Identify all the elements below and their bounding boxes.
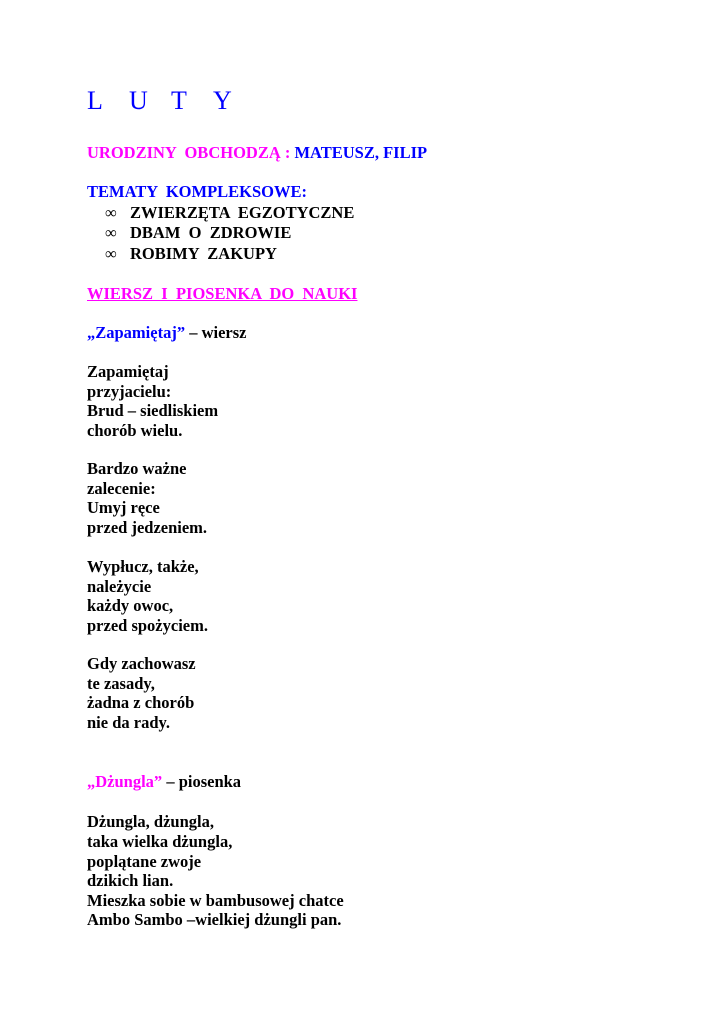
- song-title-line: [87, 772, 241, 792]
- poem-line: Zapamiętaj: [87, 362, 169, 381]
- infinity-bullet-icon: ∞: [105, 203, 117, 222]
- song-title: „Dżungla”: [87, 772, 163, 791]
- birthdays-line: [87, 143, 427, 163]
- poem-title-line: [87, 323, 246, 343]
- topic-label: ZWIERZĘTA EGZOTYCZNE: [130, 203, 355, 222]
- poem-line: Bardzo ważne: [87, 459, 187, 478]
- poem-line: te zasady,: [87, 674, 155, 693]
- poem-line: przyjacielu:: [87, 382, 172, 401]
- poem-line: chorób wielu.: [87, 421, 183, 440]
- poem-line: zalecenie:: [87, 479, 156, 498]
- song-kind: – piosenka: [162, 772, 242, 791]
- infinity-bullet-icon: ∞: [105, 223, 117, 242]
- title-letter: Y: [213, 86, 232, 115]
- song-line: Mieszka sobie w bambusowej chatce: [87, 891, 344, 910]
- song-line: Dżungla, dżungla,: [87, 812, 214, 831]
- topic-label: DBAM O ZDROWIE: [130, 223, 292, 242]
- poem-line: nie da rady.: [87, 713, 170, 732]
- title-letter: T: [171, 86, 187, 115]
- birthdays-label: URODZINY OBCHODZĄ :: [87, 143, 291, 162]
- poem-kind: – wiersz: [185, 323, 247, 342]
- learning-heading: WIERSZ I PIOSENKA DO NAUKI: [87, 284, 358, 303]
- song-line: Ambo Sambo –wielkiej dżungli pan.: [87, 910, 342, 929]
- poem-line: każdy owoc,: [87, 596, 174, 615]
- song-line: poplątane zwoje: [87, 852, 202, 871]
- poem-line: przed spożyciem.: [87, 616, 208, 635]
- poem-line: Gdy zachowasz: [87, 654, 196, 673]
- month-title: [87, 86, 255, 116]
- birthdays-names: MATEUSZ, FILIP: [294, 143, 428, 162]
- topics-heading: TEMATY KOMPLEKSOWE:: [87, 182, 308, 201]
- song-line: dzikich lian.: [87, 871, 174, 890]
- title-letter: U: [129, 86, 148, 115]
- poem-line: Brud – siedliskiem: [87, 401, 219, 420]
- poem-line: Wypłucz, także,: [87, 557, 199, 576]
- song-line: taka wielka dżungla,: [87, 832, 233, 851]
- topic-item: [105, 244, 277, 264]
- poem-title: „Zapamiętaj”: [87, 323, 186, 342]
- title-letter: L: [87, 86, 103, 115]
- poem-line: przed jedzeniem.: [87, 518, 208, 537]
- poem-line: Umyj ręce: [87, 498, 160, 517]
- topic-item: [105, 203, 354, 223]
- poem-line: należycie: [87, 577, 152, 596]
- topic-item: [105, 223, 291, 243]
- infinity-bullet-icon: ∞: [105, 244, 117, 263]
- poem-line: żadna z chorób: [87, 693, 195, 712]
- topic-label: ROBIMY ZAKUPY: [130, 244, 277, 263]
